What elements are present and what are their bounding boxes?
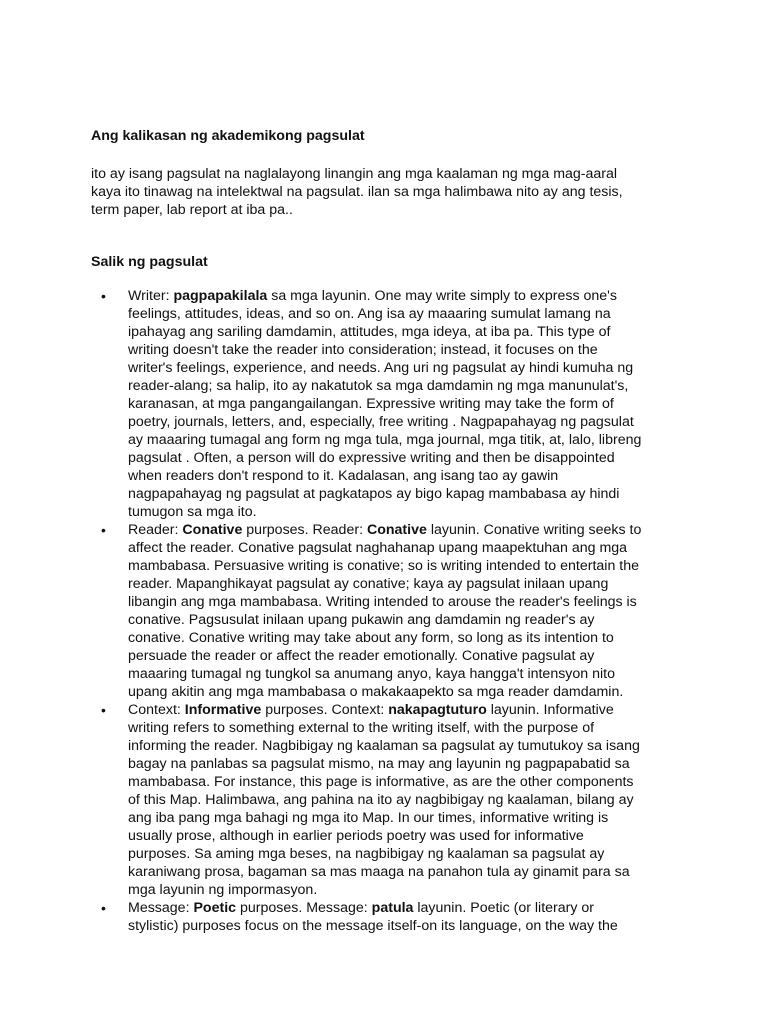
bullet-icon: • [101, 900, 106, 916]
item-line: of this Map. Halimbawa, ang pahina na ito ay nagbibigay ng kaalaman, bilang ay [128, 792, 634, 808]
item-line: conative. Pagsusulat inilaan upang pukawin ang damdamin ng reader's ay [128, 612, 595, 628]
item-first-line [128, 521, 691, 539]
item-line: karanasan, at mga pangangailangan. Expressive writing may take the form of [128, 396, 614, 412]
item-label: Writer: [128, 288, 174, 304]
item-first-line [128, 287, 691, 305]
bullet-icon: • [101, 288, 106, 304]
item-line: reader-alang; sa halip, ito ay nakatutok sa mga damdamin ng mga manunulat's, [128, 378, 629, 394]
item-line: bagay na panlabas sa pagsulat mismo, na may ang layunin ng pagpapabatid sa [128, 756, 630, 772]
item-text: layunin. Conative writing seeks to [426, 522, 642, 538]
intro-line: ito ay isang pagsulat na naglalayong linangin ang mga kaalaman ng mga mag-aaral [91, 166, 618, 182]
item-line: feelings, attitudes, ideas, and so on. Ang isa ay maaaring sumulat lamang na [128, 306, 611, 322]
item-line: reader. Mapanghikayat pagsulat ay conative; kaya ay pagsulat inilaan upang [128, 576, 609, 592]
item-line: when readers don't respond to it. Kadalasan, ang isang tao ay gawin [128, 468, 559, 484]
item-bold-term: nakapagtuturo [388, 702, 487, 718]
intro-line: term paper, lab report at iba pa.. [91, 202, 293, 218]
item-label: Message: [128, 900, 194, 916]
item-line: karaniwang prosa, bagaman sa mas maaga na panahon tula ay ginamit para sa [128, 864, 630, 880]
bullet-icon: • [101, 522, 106, 538]
item-line: writing refers to something external to the writing itself, with the purpose of [128, 720, 595, 736]
item-line: pagsulat . Often, a person will do expressive writing and then be disappointed [128, 450, 615, 466]
item-text: purposes. Message: [236, 900, 372, 916]
item-text: layunin. Informative [486, 702, 614, 718]
item-line: writing doesn't take the reader into consideration; instead, it focuses on the [128, 342, 598, 358]
intro-line: kaya ito tinawag na intelektwal na pagsulat. ilan sa mga halimbawa nito ay ang tesis, [91, 184, 623, 200]
item-first-line [128, 899, 691, 917]
list-item-writer [91, 287, 691, 521]
item-bold-term: Conative [182, 522, 243, 538]
item-line: mga layunin ng impormasyon. [128, 882, 318, 898]
item-line: mambabasa. For instance, this page is informative, as are the other components [128, 774, 634, 790]
item-label: Context: [128, 702, 185, 718]
factors-list [91, 287, 691, 935]
item-bold-term: Conative [366, 522, 427, 538]
item-line: ang iba pang mga bahagi ng mga ito Map. In our times, informative writing is [128, 810, 609, 826]
item-bold-term: pagpapakilala [173, 288, 268, 304]
item-line: libangin ang mga mambabasa. Writing intended to arouse the reader's feelings is [128, 594, 637, 610]
item-bold-term: Informative [184, 702, 262, 718]
item-line: nagpapahayag ng pagsulat at pagkatapos ay bigo kapag mambabasa ay hindi [128, 486, 620, 502]
document-title: Ang kalikasan ng akademikong pagsulat [91, 128, 365, 144]
item-label: Reader: [128, 522, 183, 538]
item-line: poetry, journals, letters, and, especially, free writing . Nagpapahayag ng pagsulat [128, 414, 634, 430]
intro-paragraph [91, 165, 691, 219]
item-line: informing the reader. Nagbibigay ng kaalaman sa pagsulat ay tumutukoy sa isang [128, 738, 640, 754]
list-item-context [91, 701, 691, 899]
list-item-reader [91, 521, 691, 701]
item-bold-term: Poetic [193, 900, 237, 916]
item-line: writer's feelings, experience, and needs. Ang uri ng pagsulat ay hindi kumuha ng [128, 360, 634, 376]
item-line: upang akitin ang mga mambabasa o makakaapekto sa mga reader damdamin. [128, 684, 624, 700]
item-bold-term: patula [371, 900, 414, 916]
item-text: sa mga layunin. One may write simply to express one's [267, 288, 617, 304]
item-text: layunin. Poetic (or literary or [413, 900, 595, 916]
item-line: ipahayag ang sariling damdamin, attitudes, mga ideya, at iba pa. This type of [128, 324, 611, 340]
item-first-line [128, 701, 691, 719]
item-line: stylistic) purposes focus on the message itself-on its language, on the way the [128, 918, 618, 934]
item-line: mambabasa. Persuasive writing is conative; so is writing intended to entertain the [128, 558, 640, 574]
bullet-icon: • [101, 702, 106, 718]
item-text: purposes. Context: [261, 702, 389, 718]
item-line: purposes. Sa aming mga beses, na nagbibigay ng kaalaman sa pagsulat ay [128, 846, 605, 862]
list-item-message [91, 899, 691, 935]
item-line: persuade the reader or affect the reader emotionally. Conative pagsulat ay [128, 648, 595, 664]
section-heading: Salik ng pagsulat [91, 254, 208, 270]
item-line: usually prose, although in earlier periods poetry was used for informative [128, 828, 584, 844]
item-line: maaaring tumagal ng tungkol sa anumang anyo, kaya hangga't intensyon nito [128, 666, 615, 682]
item-line: affect the reader. Conative pagsulat naghahanap upang maapektuhan ang mga [128, 540, 628, 556]
item-text: purposes. Reader: [242, 522, 367, 538]
item-line: conative. Conative writing may take about any form, so long as its intention to [128, 630, 614, 646]
item-line: tumugon sa mga ito. [128, 504, 257, 520]
item-line: ay maaaring tumagal ang form ng mga tula, mga journal, mga titik, at, lalo, libreng [128, 432, 642, 448]
